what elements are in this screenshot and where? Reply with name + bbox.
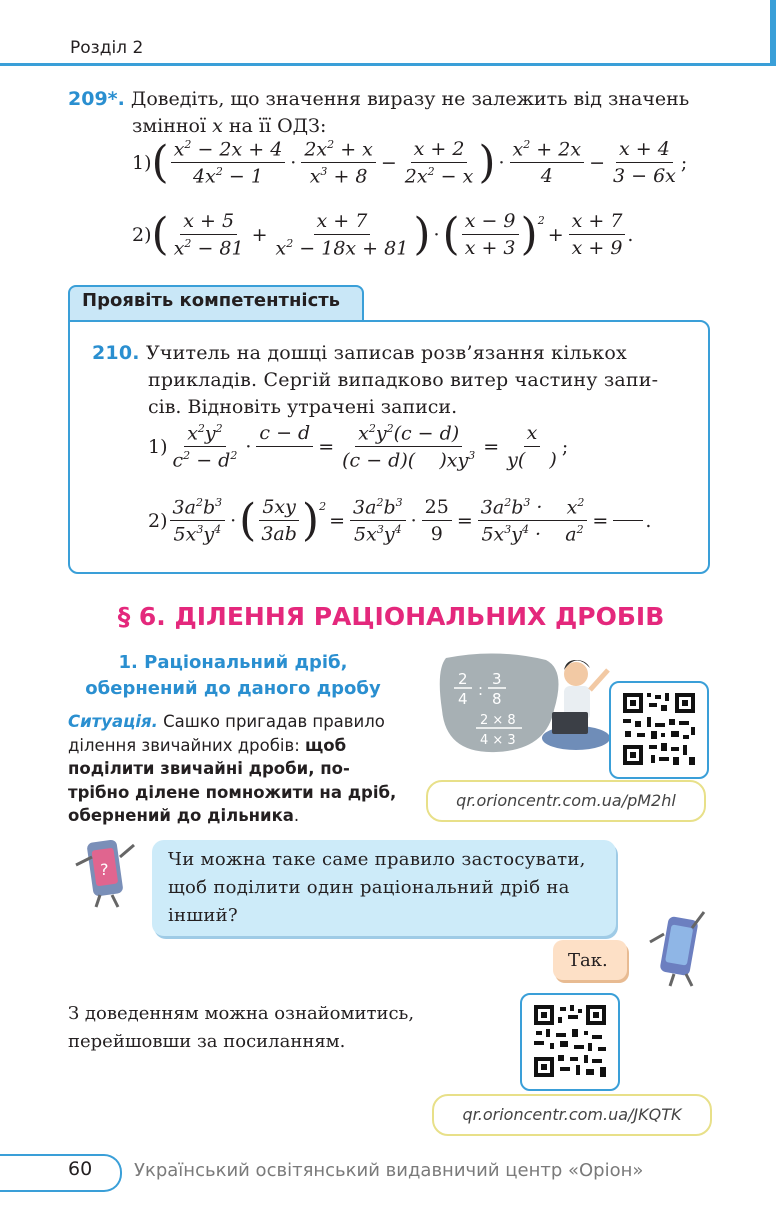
chapter-label: Розділ 2 — [70, 38, 144, 58]
board-fraction-num: 3 — [492, 670, 502, 688]
formula-209-1: 1) ( $x^2 - 2x + 4$ $4x^2 - 1$ · $2x^2 + x$ $x^3 + 8$ − $\frac{x + 2}{2x^2 - x}$ ) · $x^2 + 2x$ 4 − $\frac{x + 4}{3 - 6x}$ ; — [132, 136, 688, 188]
qr-code-icon — [522, 995, 618, 1089]
board-illustration — [436, 650, 636, 760]
qr-link-2[interactable]: qr.orioncentr.com.ua/JKQTK — [432, 1094, 712, 1136]
board-fraction-num: 2 — [458, 670, 468, 688]
item-label: 1) — [148, 435, 168, 458]
board-fraction-den: 8 — [492, 690, 502, 708]
subsection-title — [60, 650, 406, 702]
header-rule — [0, 63, 776, 66]
situation-label: Ситуація. — [68, 712, 158, 731]
exercise-210 — [92, 340, 690, 367]
exercise-number: 210. — [92, 342, 140, 364]
board-fraction-den: 4 — [458, 690, 468, 708]
page-number: 60 — [68, 1158, 93, 1180]
svg-text:?: ? — [100, 860, 109, 879]
formula-209-2: 2) ( x + 5 $x^2 - 81$ + $\frac{x + 7}{x^2 - 18x + 81}$ ) · ( x − 9 x + 3 ) $^2$ + $\frac{x + 7}{x + 9}$ . — [132, 208, 634, 260]
exercise-text: Доведіть, що значення виразу не залежить від значень — [130, 88, 690, 110]
qr-code-frame-1[interactable] — [609, 681, 709, 779]
competence-title: Проявіть компетентність — [82, 290, 341, 311]
item-label: 1) — [132, 151, 152, 174]
exercise-number: 209*. — [68, 88, 125, 110]
subsection-title-line: обернений до даного дробу — [85, 678, 381, 699]
question-text: Чи можна таке саме правило застосувати, щоб поділити один раціональний дріб на інший? — [168, 849, 586, 926]
answer-text: Так. — [568, 950, 608, 971]
exercise-209 — [68, 86, 748, 113]
board-colon: : — [478, 681, 484, 699]
phone-character-icon — [646, 908, 712, 990]
qr-code-icon — [611, 683, 707, 777]
exercise-text-line: сів. Відновіть утрачені записи. — [148, 396, 458, 418]
rule-text: щоб поділити звичайні дроби, по-трібно ділене помножити на дріб, обернений до дільника — [68, 735, 397, 825]
exercise-text-line: прикладів. Сергій випадково витер частину запи- — [148, 369, 659, 391]
phone-character-icon — [70, 835, 140, 911]
situation-paragraph — [68, 710, 408, 828]
punctuation: . — [293, 806, 300, 825]
exercise-209-line2 — [132, 113, 326, 140]
qr-code-frame-2[interactable] — [520, 993, 620, 1091]
exercise-text-line: Учитель на дошці записав розв’язання кількох — [145, 342, 627, 364]
variable: x — [212, 115, 223, 137]
subsection-title-line: 1. Раціональний дріб, — [118, 652, 348, 673]
section-title: § 6. ДІЛЕННЯ РАЦІОНАЛЬНИХ ДРОБІВ — [117, 602, 665, 631]
page-number-pill — [0, 1154, 122, 1192]
formula-210-2: 2) $3a^2b^3$ $5x^3y^4$ · ( 5xy 3ab ) $^2$ = $\frac{3a^2b^3}{5x^3y^4}$ · $\frac{25}{9}$ = $\frac{3a^2b^3 \cdot x^2}{5x^3y^4 \cdot a^2}$ = . — [148, 494, 652, 546]
formula-210-1: 1) $x^2y^2$ $c^2 - d^2$ · c − d = $\frac{x^2y^2(c - d)}{(c - d)( )xy^3}$ = $\frac{x}{y( )}$ ; — [148, 422, 569, 472]
publisher-name: Український освітянський видавничий центр «Оріон» — [134, 1160, 644, 1181]
qr-link-1[interactable]: qr.orioncentr.com.ua/pM2hl — [426, 780, 706, 822]
proof-paragraph: З доведенням можна ознайомитись, перейшовши за посиланням. — [68, 1003, 415, 1052]
board-fraction-den: 4 × 3 — [480, 733, 516, 748]
item-label: 2) — [148, 509, 168, 532]
text-fragment: на її ОДЗ: — [228, 115, 327, 137]
text-fragment: змінної — [132, 115, 207, 137]
item-label: 2) — [132, 223, 152, 246]
situation-text: Сашко пригадав правило ділення звичайних дробів: — [68, 712, 385, 755]
board-fraction-num: 2 × 8 — [480, 713, 516, 728]
